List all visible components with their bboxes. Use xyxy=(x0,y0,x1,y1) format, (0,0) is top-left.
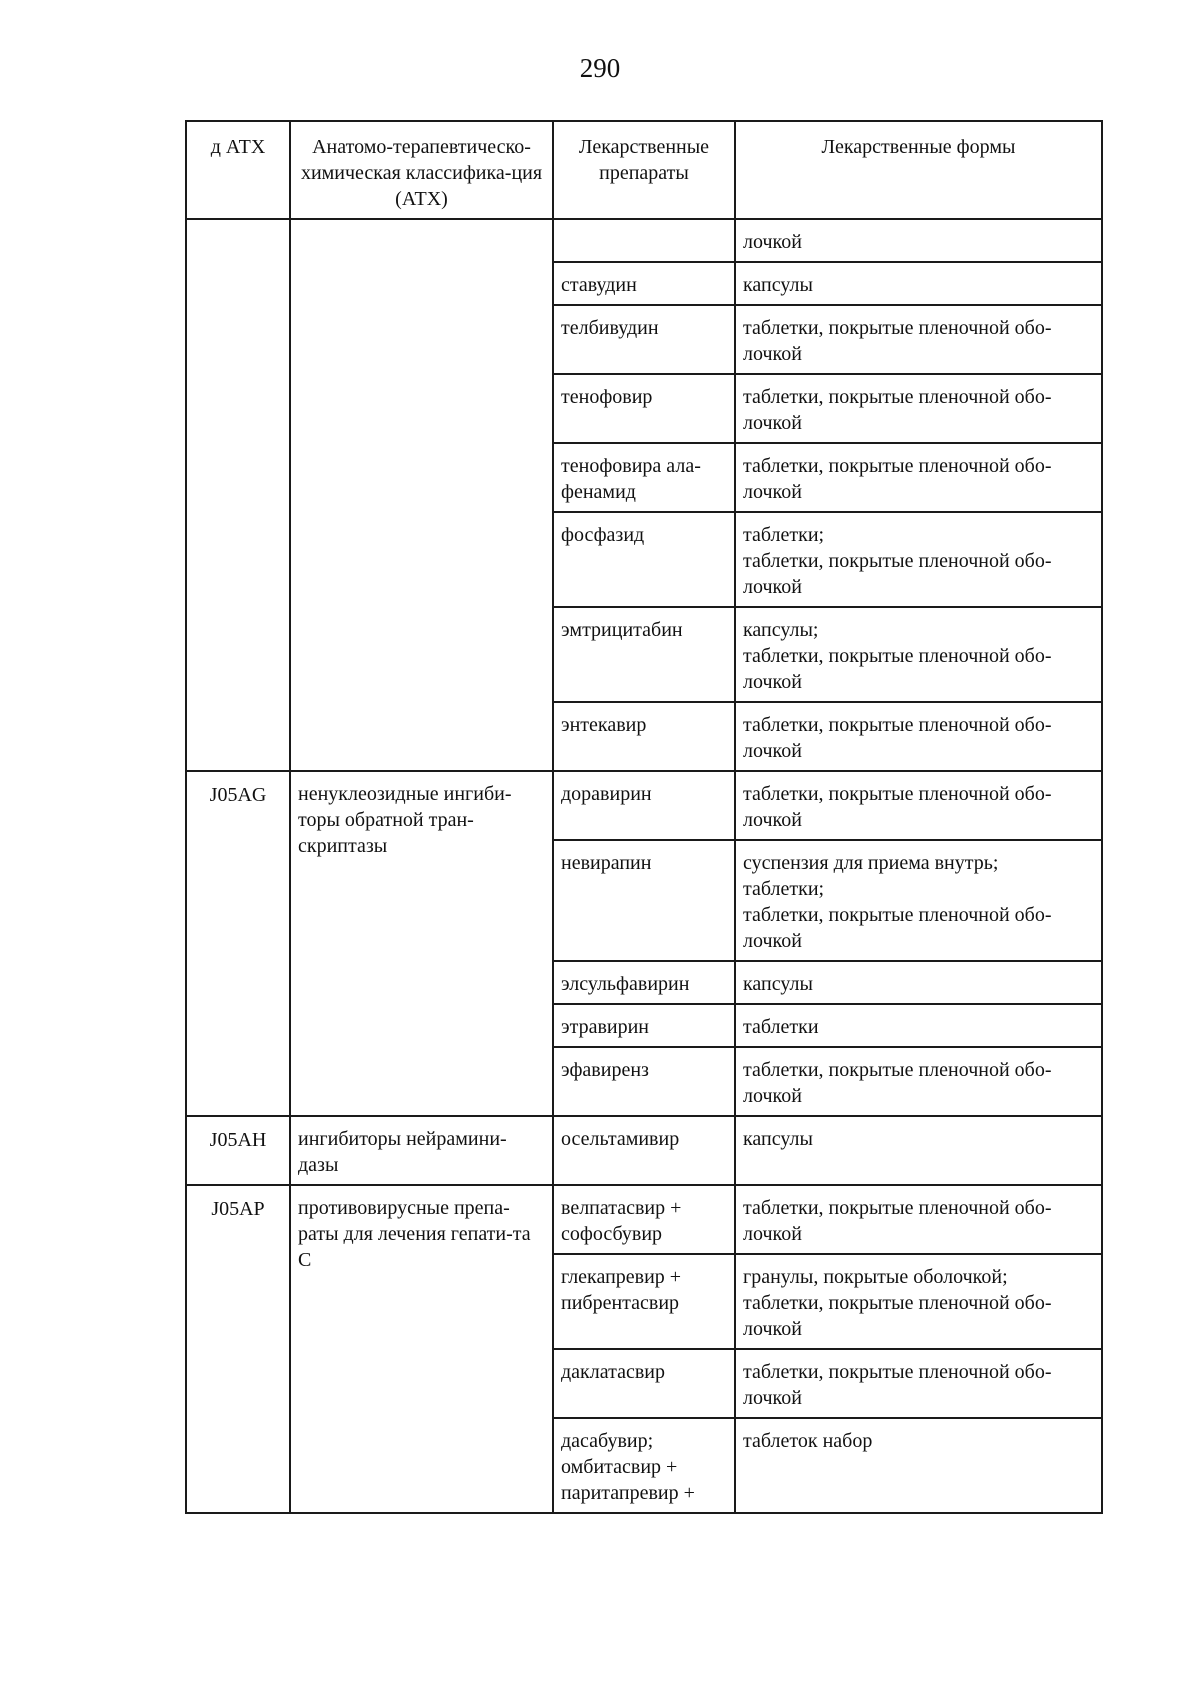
dosage-form-line: капсулы xyxy=(743,1128,813,1150)
header-dosage-forms: Лекарственные формы xyxy=(735,121,1102,219)
drug-cell: доравирин xyxy=(553,771,735,840)
atx-table xyxy=(185,120,1103,1514)
classification-cell: ингибиторы нейрамини-дазы xyxy=(290,1116,553,1185)
table-row xyxy=(186,1116,1102,1185)
dosage-forms-cell xyxy=(735,1418,1102,1513)
dosage-form-line: таблетки; xyxy=(743,524,825,546)
dosage-forms-cell xyxy=(735,1185,1102,1254)
dosage-form-line: капсулы xyxy=(743,973,813,995)
dosage-form-line: капсулы; xyxy=(743,619,819,641)
atx-code-cell: J05AH xyxy=(186,1116,290,1185)
header-atx-code: д АТХ xyxy=(186,121,290,219)
dosage-form-line: таблеток набор xyxy=(743,1430,873,1452)
dosage-form-line: таблетки, покрытые пленочной обо-лочкой xyxy=(743,317,1052,365)
drug-cell: дасабувир; омбитасвир + паритапревир + xyxy=(553,1418,735,1513)
drug-cell: элсульфавирин xyxy=(553,961,735,1004)
header-classification: Анатомо-терапевтическо-химическая классифика-ция (АТХ) xyxy=(290,121,553,219)
drug-cell: эмтрицитабин xyxy=(553,607,735,702)
dosage-forms-cell xyxy=(735,1004,1102,1047)
drug-cell: эфавиренз xyxy=(553,1047,735,1116)
drug-cell: осельтамивир xyxy=(553,1116,735,1185)
dosage-form-line: таблетки, покрытые пленочной обо-лочкой xyxy=(743,783,1052,831)
dosage-form-line: таблетки, покрытые пленочной обо-лочкой xyxy=(743,455,1052,503)
table-row xyxy=(186,771,1102,840)
atx-code-cell: J05AP xyxy=(186,1185,290,1513)
dosage-form-line: капсулы xyxy=(743,274,813,296)
drug-cell: ставудин xyxy=(553,262,735,305)
table-header-row xyxy=(186,121,1102,219)
table-row xyxy=(186,219,1102,262)
dosage-forms-cell xyxy=(735,219,1102,262)
dosage-form-line: таблетки; xyxy=(743,878,825,900)
atx-code-cell xyxy=(186,219,290,771)
dosage-form-line: таблетки, покрытые пленочной обо-лочкой xyxy=(743,645,1052,693)
dosage-forms-cell xyxy=(735,840,1102,961)
drug-cell: глекапревир + пибрентасвир xyxy=(553,1254,735,1349)
dosage-form-line: суспензия для приема внутрь; xyxy=(743,852,999,874)
table-body xyxy=(186,219,1102,1513)
dosage-form-line: таблетки, покрытые пленочной обо-лочкой xyxy=(743,1361,1052,1409)
classification-cell: ненуклеозидные ингиби-торы обратной тран-скриптазы xyxy=(290,771,553,1116)
dosage-forms-cell xyxy=(735,607,1102,702)
dosage-form-line: таблетки, покрытые пленочной обо-лочкой xyxy=(743,550,1052,598)
dosage-forms-cell xyxy=(735,702,1102,771)
page-number: 290 xyxy=(579,53,621,83)
classification-cell: противовирусные препа-раты для лечения гепати-та С xyxy=(290,1185,553,1513)
dosage-form-line: таблетки, покрытые пленочной обо-лочкой xyxy=(743,386,1052,434)
drug-cell: телбивудин xyxy=(553,305,735,374)
drug-cell: фосфазид xyxy=(553,512,735,607)
dosage-form-line: таблетки, покрытые пленочной обо-лочкой xyxy=(743,1197,1052,1245)
atx-code-cell: J05AG xyxy=(186,771,290,1116)
dosage-form-line: лочкой xyxy=(743,231,802,253)
dosage-form-line: таблетки xyxy=(743,1016,819,1038)
dosage-forms-cell xyxy=(735,262,1102,305)
header-drugs: Лекарственные препараты xyxy=(553,121,735,219)
drug-cell: невирапин xyxy=(553,840,735,961)
dosage-forms-cell xyxy=(735,1116,1102,1185)
dosage-forms-cell xyxy=(735,771,1102,840)
drug-cell xyxy=(553,219,735,262)
drug-cell: даклатасвир xyxy=(553,1349,735,1418)
dosage-forms-cell xyxy=(735,443,1102,512)
dosage-form-line: таблетки, покрытые пленочной обо-лочкой xyxy=(743,1292,1052,1340)
dosage-forms-cell xyxy=(735,961,1102,1004)
drug-cell: тенофовира ала-фенамид xyxy=(553,443,735,512)
drug-cell: этравирин xyxy=(553,1004,735,1047)
dosage-forms-cell xyxy=(735,1254,1102,1349)
dosage-forms-cell xyxy=(735,374,1102,443)
dosage-form-line: гранулы, покрытые оболочкой; xyxy=(743,1266,1008,1288)
dosage-forms-cell xyxy=(735,305,1102,374)
dosage-form-line: таблетки, покрытые пленочной обо-лочкой xyxy=(743,714,1052,762)
dosage-forms-cell xyxy=(735,512,1102,607)
drug-cell: тенофовир xyxy=(553,374,735,443)
drug-cell: энтекавир xyxy=(553,702,735,771)
classification-cell xyxy=(290,219,553,771)
dosage-form-line: таблетки, покрытые пленочной обо-лочкой xyxy=(743,904,1052,952)
table-row xyxy=(186,1185,1102,1254)
dosage-form-line: таблетки, покрытые пленочной обо-лочкой xyxy=(743,1059,1052,1107)
dosage-forms-cell xyxy=(735,1349,1102,1418)
drug-cell: велпатасвир + софосбувир xyxy=(553,1185,735,1254)
dosage-forms-cell xyxy=(735,1047,1102,1116)
